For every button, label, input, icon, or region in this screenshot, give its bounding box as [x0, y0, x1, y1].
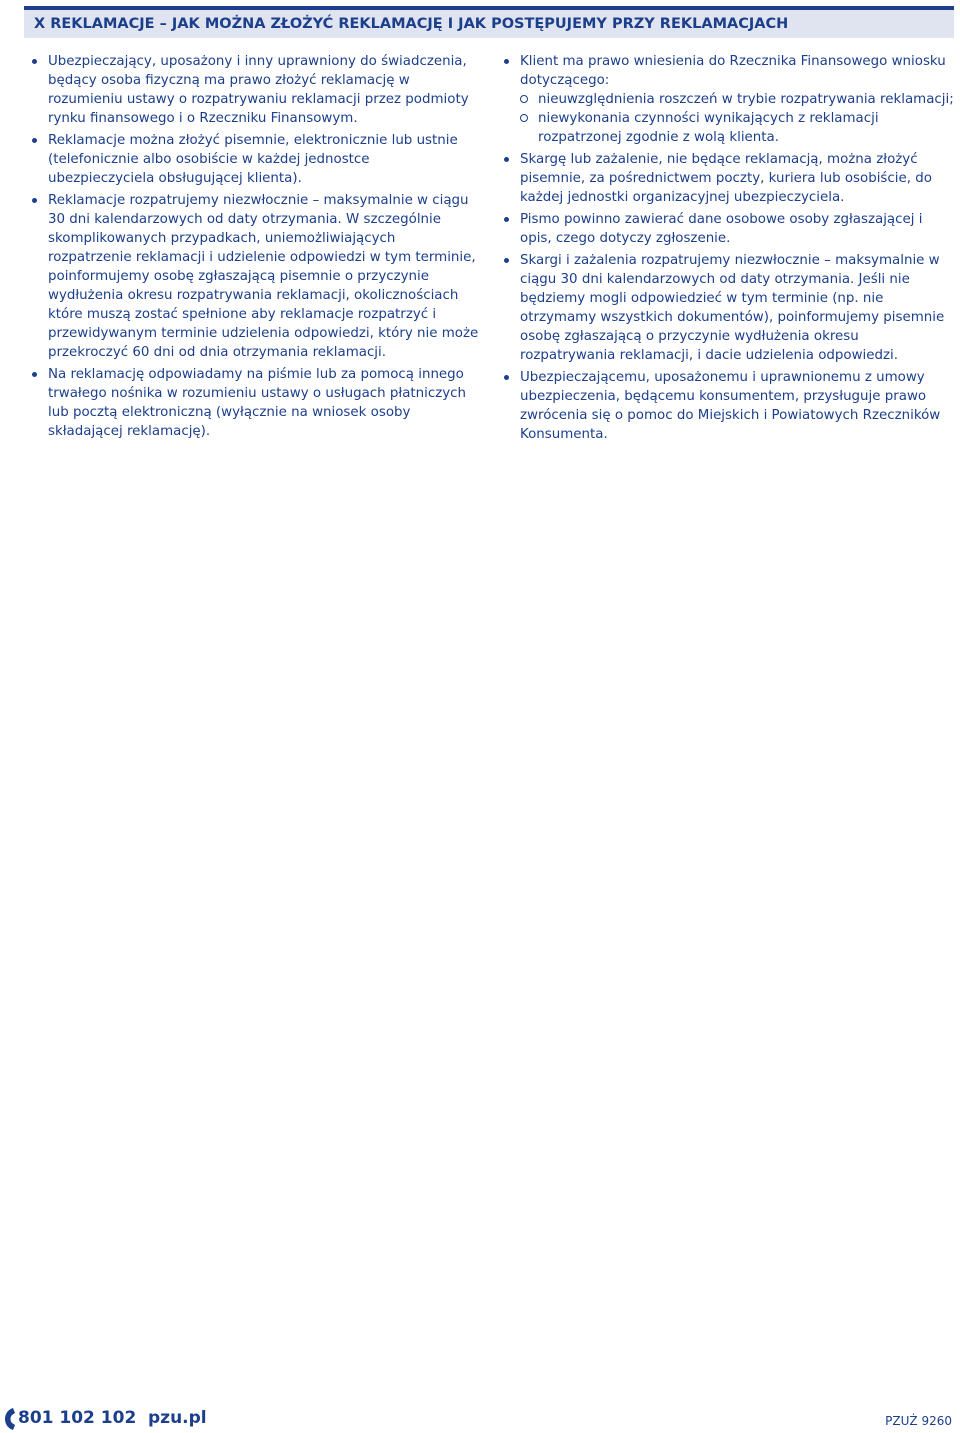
- list-item: Ubezpieczającemu, uposażonemu i uprawnionemu z umowy ubezpieczenia, będącemu konsumentem, przysługuje prawo zwrócenia się o pomoc do Miejskich i Powiatowych Rzeczników Konsumenta.: [502, 368, 957, 444]
- bullet-icon: [32, 372, 37, 377]
- bullet-icon: [32, 198, 37, 203]
- bullet-icon: [504, 157, 509, 162]
- list-item: Na reklamację odpowiadamy na piśmie lub za pomocą innego trwałego nośnika w rozumieniu ustawy o usługach płatniczych lub pocztą elektroniczną (wyłącznie na wniosek osoby składającej reklamację).: [30, 365, 480, 441]
- circle-bullet-icon: [520, 95, 528, 103]
- list-item: Ubezpieczający, uposażony i inny uprawniony do świadczenia, będący osoba fizyczną ma prawo złożyć reklamację w rozumieniu ustawy o rozpatrywaniu reklamacji przez podmioty rynku finansowego i o Rzeczniku Finansowym.: [30, 52, 480, 128]
- section-title: X REKLAMACJE – JAK MOŻNA ZŁOŻYĆ REKLAMACJĘ I JAK POSTĘPUJEMY PRZY REKLAMACJACH: [34, 16, 789, 32]
- website-link[interactable]: pzu.pl: [148, 1408, 207, 1428]
- sub-list-item: niewykonania czynności wynikających z reklamacji rozpatrzonej zgodnie z wolą klienta.: [520, 109, 957, 147]
- sub-list-item: nieuwzględnienia roszczeń w trybie rozpatrywania reklamacji;: [520, 90, 957, 109]
- bullet-icon: [32, 138, 37, 143]
- bullet-icon: [504, 59, 509, 64]
- bullet-icon: [504, 258, 509, 263]
- bullet-icon: [504, 217, 509, 222]
- circle-bullet-icon: [520, 114, 528, 122]
- list-item: Klient ma prawo wniesienia do Rzecznika Finansowego wniosku dotyczącego: nieuwzględnienia roszczeń w trybie rozpatrywania reklamacji; niewykonania czynności wynikających z reklamacji rozpatrzonej zgodnie z wolą klienta.: [502, 52, 957, 147]
- phone-icon: [4, 1407, 16, 1431]
- sub-list: [520, 90, 957, 147]
- list-item: Reklamacje rozpatrujemy niezwłocznie – maksymalnie w ciągu 30 dni kalendarzowych od daty otrzymania. W szczególnie skomplikowanych przypadkach, uniemożliwiających rozpatrzenie reklamacji i udzielenie odpowiedzi w tym terminie, poinformujemy osobę zgłaszającą pisemnie o przyczynie wydłużenia okresu rozpatrywania reklamacji, okolicznościach które muszą zostać spełnione aby reklamacje rozpatrzyć i przewidywanym terminie udzielenia odpowiedzi, który nie może przekroczyć 60 dni od dnia otrzymania reklamacji.: [30, 191, 480, 362]
- bullet-icon: [504, 375, 509, 380]
- left-bullet-list: [30, 52, 480, 441]
- hotline-number[interactable]: 801 102 102: [18, 1408, 137, 1428]
- right-bullet-list: [502, 52, 957, 444]
- section-header: [24, 10, 954, 38]
- list-item: Skargę lub zażalenie, nie będące reklamacją, można złożyć pisemnie, za pośrednictwem poczty, kuriera lub osobiście, do każdej jednostki organizacyjnej ubezpieczyciela.: [502, 150, 957, 207]
- document-code: PZUŻ 9260: [885, 1414, 952, 1428]
- right-column: [502, 52, 957, 447]
- left-column: [30, 52, 480, 444]
- list-item: Pismo powinno zawierać dane osobowe osoby zgłaszającej i opis, czego dotyczy zgłoszenie.: [502, 210, 957, 248]
- bullet-icon: [32, 59, 37, 64]
- list-item: Reklamacje można złożyć pisemnie, elektronicznie lub ustnie (telefonicznie albo osobiście w każdej jednostce ubezpieczyciela obsługującej klienta).: [30, 131, 480, 188]
- list-item: Skargi i zażalenia rozpatrujemy niezwłocznie – maksymalnie w ciągu 30 dni kalendarzowych od daty otrzymania. Jeśli nie będziemy mogli odpowiedzieć w tym terminie (np. nie otrzymamy wszystkich dokumentów), poinformujemy pisemnie osobę zgłaszającą o przyczynie wydłużenia okresu rozpatrywania reklamacji, i dacie udzielenia odpowiedzi.: [502, 251, 957, 365]
- page-footer: [0, 1406, 960, 1433]
